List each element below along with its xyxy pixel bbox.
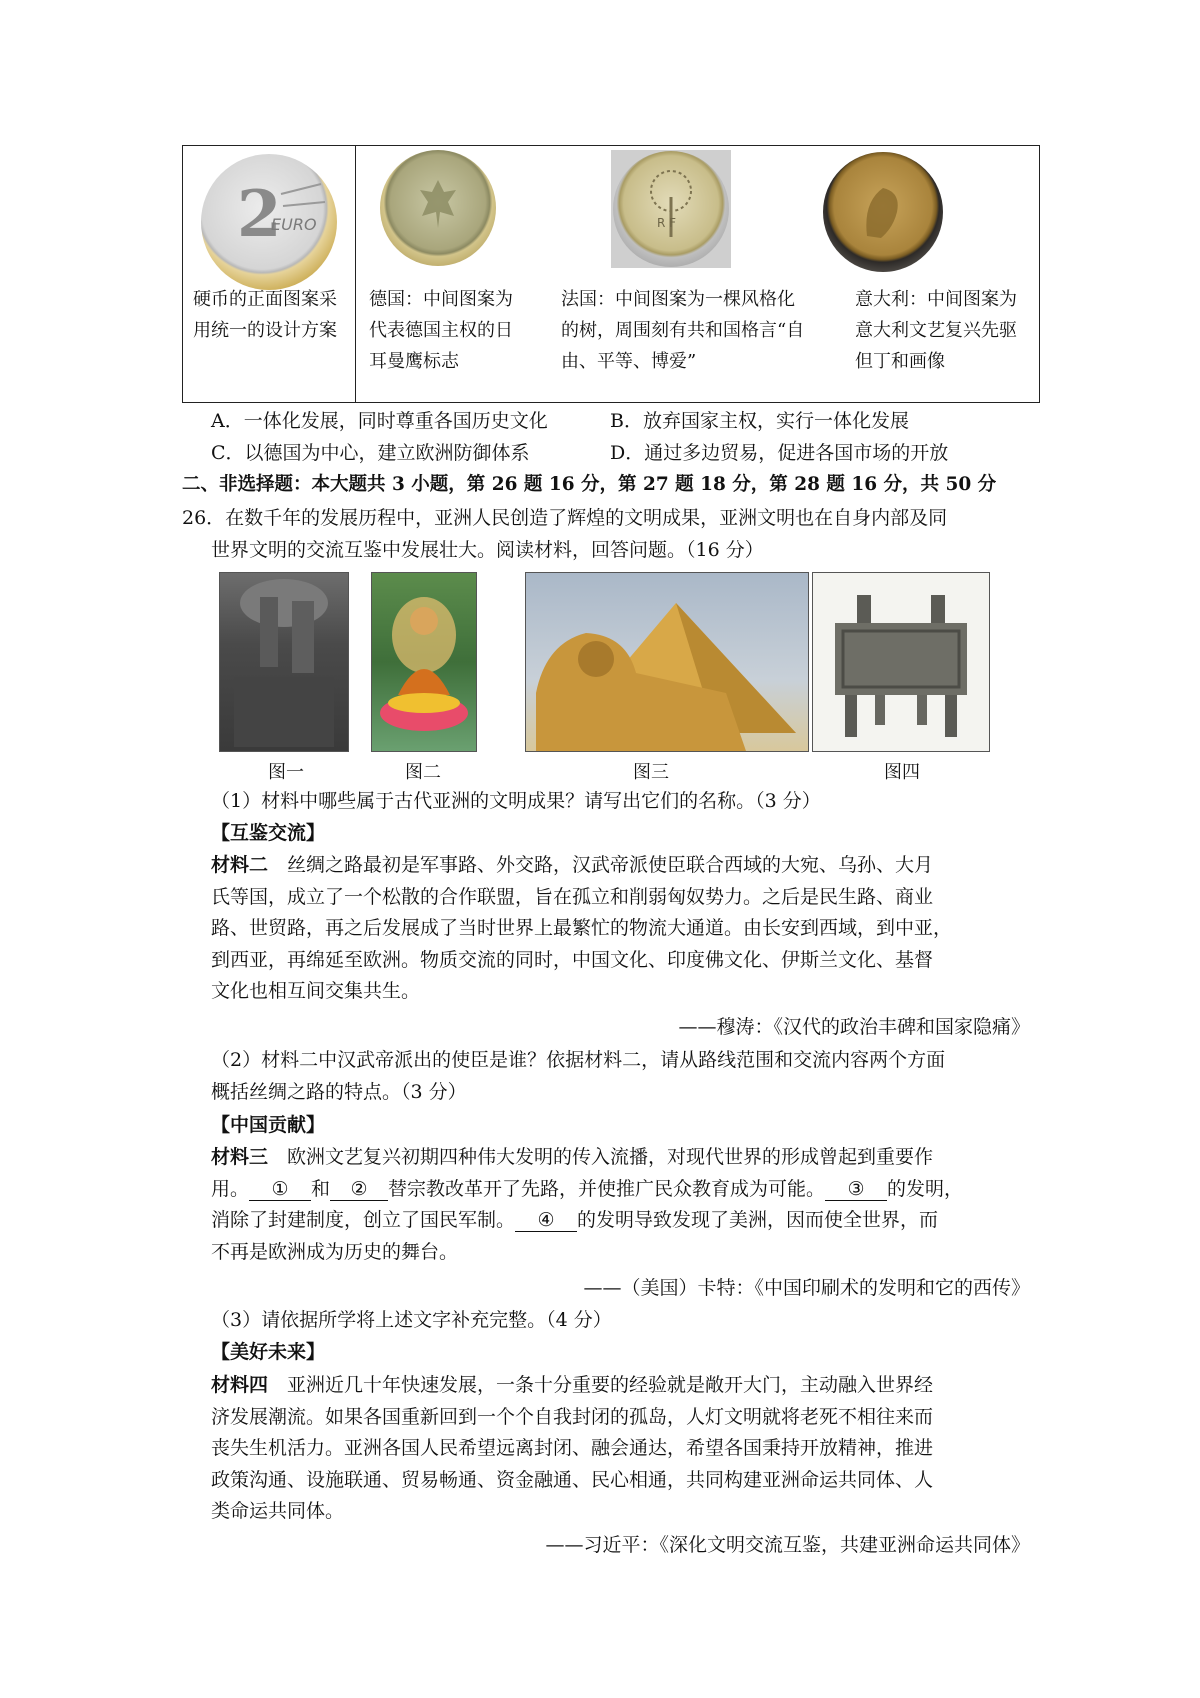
- section-exchange-heading: 【互鉴交流】: [211, 822, 326, 844]
- material-three-source: ——（美国）卡特：《中国印刷术的发明和它的西传》: [583, 1277, 1030, 1299]
- figure-caption-2: 图二: [405, 762, 441, 783]
- coin-caption-3: 法国：中间图案为一棵风格化的树，周围刻有共和国格言“自由、平等、博爱”: [561, 289, 805, 372]
- table-divider: [355, 146, 356, 402]
- material-two-line5: 文化也相互间交集共生。: [211, 980, 421, 1002]
- material-two-line4: 到西亚，再绵延至欧洲。物质交流的同时，中国文化、印度佛文化、伊斯兰文化、基督: [211, 948, 934, 971]
- buddha-icon: [372, 573, 476, 751]
- blank-1[interactable]: ①: [249, 1178, 311, 1201]
- eagle-icon: [380, 150, 496, 266]
- coin-caption-2: 德国：中间图案为代表德国主权的日耳曼鹰标志: [369, 289, 513, 372]
- question-2-line1: （2）材料二中汉武帝派出的使臣是谁？依据材料二，请从路线范围和交流内容两个方面: [211, 1049, 946, 1071]
- coin-table: [182, 145, 1040, 403]
- blank-3[interactable]: ③: [825, 1178, 887, 1201]
- french-coin-frame: [611, 150, 731, 268]
- blank-2[interactable]: ②: [330, 1178, 388, 1201]
- svg-text:R F: R F: [657, 216, 677, 230]
- option-b: B．放弃国家主权，实行一体化发展: [610, 410, 909, 432]
- material-two-label: 材料二: [211, 854, 269, 876]
- material-three-line1: 欧洲文艺复兴初期四种伟大发明的传入流播，对现代世界的形成曾起到重要作: [287, 1146, 934, 1168]
- material-two-line2: 氏等国，成立了一个松散的合作联盟，旨在孤立和削弱匈奴势力。之后是民生路、商业: [211, 885, 934, 908]
- material-four-line5: 类命运共同体。: [211, 1500, 345, 1522]
- figure-caption-4: 图四: [884, 762, 920, 783]
- material-three: [211, 1142, 1031, 1268]
- q26-intro-line2: 世界文明的交流互鉴中发展壮大。阅读材料，回答问题。（16 分）: [211, 539, 764, 561]
- question-2-line2: 概括丝绸之路的特点。（3 分）: [211, 1081, 467, 1103]
- material-four: [211, 1370, 1031, 1528]
- french-coin-image: [613, 151, 729, 267]
- section-china-heading: 【中国贡献】: [211, 1114, 326, 1136]
- material-four-line1: 亚洲近几十年快速发展，一条十分重要的经验就是敞开大门，主动融入世界经: [287, 1374, 934, 1396]
- figure-caption-3: 图三: [633, 762, 669, 783]
- material-four-line2: 济发展潮流。如果各国重新回到一个个自我封闭的孤岛，人灯文明就将老死不相往来而: [211, 1405, 934, 1428]
- euro-coin-image: [201, 154, 337, 290]
- german-coin-image: [380, 150, 496, 266]
- figure-1-stele-image: [219, 572, 349, 752]
- pyramid-icon: [526, 573, 808, 751]
- option-a: A．一体化发展，同时尊重各国历史文化: [211, 410, 548, 432]
- material-two: [211, 850, 1031, 1008]
- material-three-line4: 不再是欧洲成为历史的舞台。: [211, 1240, 459, 1263]
- material-four-label: 材料四: [211, 1374, 269, 1396]
- section-future-heading: 【美好未来】: [211, 1341, 326, 1363]
- option-d: D．通过多边贸易，促进各国市场的开放: [610, 442, 949, 464]
- material-three-text: 和: [311, 1177, 331, 1200]
- material-four-source: ——习近平：《深化文明交流互鉴，共建亚洲命运共同体》: [545, 1534, 1030, 1556]
- euro-coin-face-icon: [201, 154, 337, 290]
- question-1: （1）材料中哪些属于古代亚洲的文明成果？请写出它们的名称。（3 分）: [211, 790, 821, 812]
- option-c: C．以德国为中心，建立欧洲防御体系: [211, 442, 530, 464]
- material-two-line3: 路、世贸路，再之后发展成了当时世界上最繁忙的物流大通道。由长安到西域，到中亚，: [211, 917, 953, 939]
- material-three-text: 的发明，: [887, 1177, 964, 1200]
- material-two-source: ——穆涛：《汉代的政治丰碑和国家隐痛》: [678, 1016, 1030, 1038]
- material-four-line4: 政策沟通、设施联通、贸易畅通、资金融通、民心相通，共同构建亚洲命运共同体、人: [211, 1468, 934, 1491]
- figure-2-buddha-image: [371, 572, 477, 752]
- material-three-text: 消除了封建制度，创立了国民军制。: [211, 1209, 516, 1231]
- material-two-line1: 丝绸之路最初是军事路、外交路，汉武帝派使臣联合西域的大宛、乌孙、大月: [287, 854, 934, 876]
- bronze-ding-icon: [813, 573, 989, 751]
- coin-caption-1: 硬币的正面图案采用统一的设计方案: [193, 289, 337, 341]
- figure-4-bronze-ding-image: [812, 572, 990, 752]
- tree-icon: [613, 151, 729, 267]
- question-3: （3）请依据所学将上述文字补充完整。（4 分）: [211, 1309, 612, 1331]
- q26-intro-line1: 26．在数千年的发展历程中，亚洲人民创造了辉煌的文明成果，亚洲文明也在自身内部及同: [182, 507, 948, 529]
- italian-coin-image: [823, 152, 943, 272]
- blank-4[interactable]: ④: [515, 1209, 577, 1232]
- material-three-text: 替宗教改革开了先路，并使推广民众教育成为可能。: [388, 1177, 826, 1200]
- figure-caption-1: 图一: [268, 762, 304, 783]
- material-three-text: 用。: [211, 1177, 250, 1200]
- section-two-heading: 二、非选择题：本大题共 3 小题，第 26 题 16 分，第 27 题 18 分，第 28 题 16 分，共 50 分: [182, 474, 997, 495]
- material-three-text: 的发明导致发现了美洲，因而使全世界，而: [577, 1209, 939, 1231]
- svg-text:2: 2: [237, 177, 282, 252]
- figure-3-sphinx-pyramid-image: [525, 572, 809, 752]
- material-four-line3: 丧失生机活力。亚洲各国人民希望远离封闭、融会通达，希望各国秉持开放精神，推进: [211, 1437, 934, 1459]
- stele-icon: [220, 573, 348, 751]
- svg-text:EURO: EURO: [271, 215, 317, 234]
- coin-caption-4: 意大利：中间图案为意大利文艺复兴先驱但丁和画像: [855, 289, 1017, 372]
- dante-portrait-icon: [823, 152, 943, 272]
- material-three-label: 材料三: [211, 1146, 269, 1168]
